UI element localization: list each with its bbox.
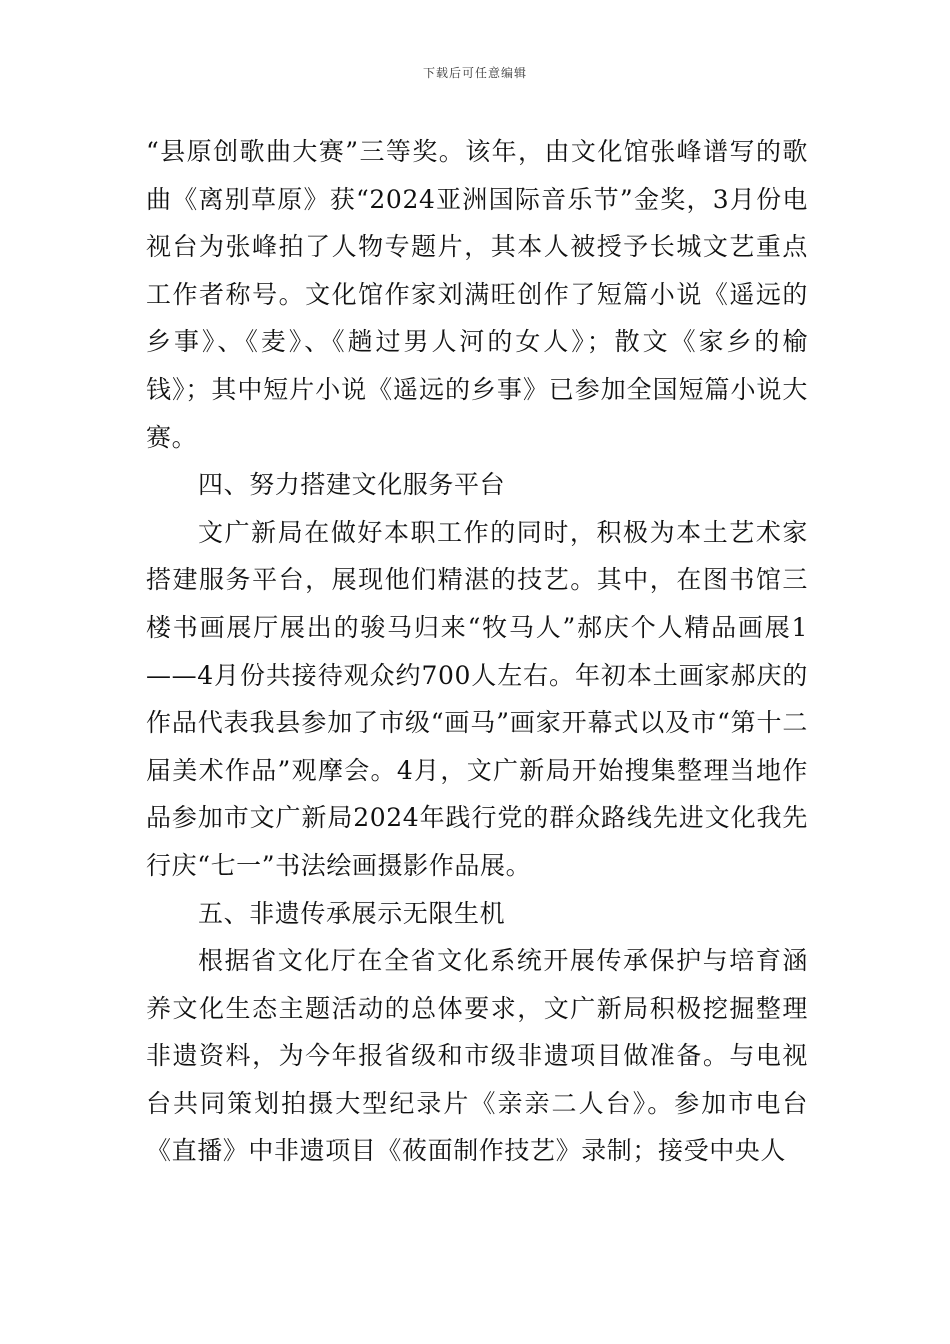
paragraph-heritage: 根据省文化厅在全省文化系统开展传承保护与培育涵养文化生态主题活动的总体要求，文广新局积极挖掘整理非遗资料，为今年报省级和市级非遗项目做准备。与电视台共同策划拍摄大型纪录片《亲亲二人台》。参加市电台《直播》中非遗项目《莜面制作技艺》录制；接受中央人 xyxy=(146,946,808,1166)
page-header-note: 下载后可任意编辑 xyxy=(422,66,527,80)
paragraph-continued: “县原创歌曲大赛”三等奖。该年，由文化馆张峰谱写的歌曲《离别草原》获“2024亚洲国际音乐节”金奖，3月份电视台为张峰拍了人物专题片，其本人被授予长城文艺重点工作者称号。文化馆作家刘满旺创作了短篇小说《遥远的乡事》、《麦》、《趟过男人河的女人》；散文《家乡的榆钱》；其中短片小说《遥远的乡事》已参加全国短篇小说大赛。 xyxy=(146,137,808,452)
section-heading-five: 五、非遗传承展示无限生机 xyxy=(198,898,506,928)
section-heading-four: 四、努力搭建文化服务平台 xyxy=(198,470,506,500)
paragraph-platform: 文广新局在做好本职工作的同时，积极为本土艺术家搭建服务平台，展现他们精湛的技艺。其中，在图书馆三楼书画展厅展出的骏马归来“牧马人”郝庆个人精品画展1——4月份共接待观众约700人左右。年初本土画家郝庆的作品代表我县参加了市级“画马”画家开幕式以及市“第十二届美术作品”观摩会。4月，文广新局开始搜集整理当地作品参加市文广新局2024年践行党的群众路线先进文化我先行庆“七一”书法绘画摄影作品展。 xyxy=(146,517,808,880)
document-body xyxy=(146,128,808,1175)
